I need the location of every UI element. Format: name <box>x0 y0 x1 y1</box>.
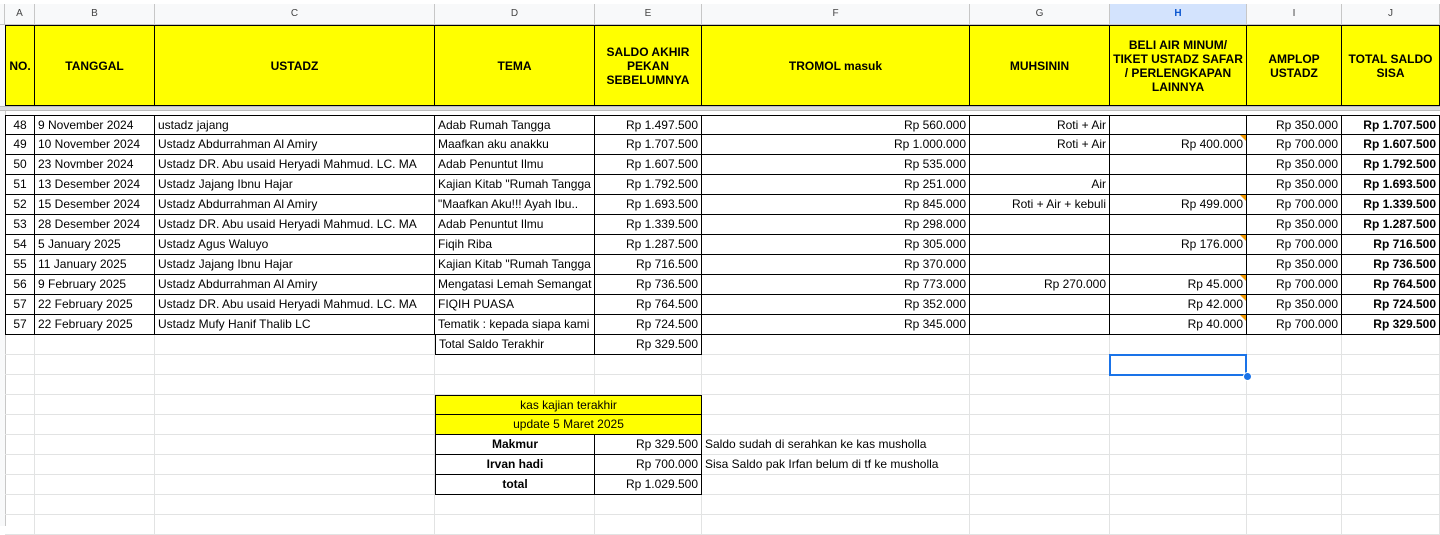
cell-saldo[interactable]: Rp 724.500 <box>595 315 702 335</box>
cell-tromol[interactable]: Rp 251.000 <box>702 175 970 195</box>
empty-cell[interactable] <box>5 335 35 355</box>
cell-muhsinin[interactable]: Rp 270.000 <box>970 275 1110 295</box>
empty-cell[interactable] <box>1110 375 1247 395</box>
kas-item-name[interactable]: Irvan hadi <box>435 455 595 475</box>
empty-cell[interactable] <box>5 395 35 415</box>
empty-cell[interactable] <box>1247 435 1342 455</box>
empty-cell[interactable] <box>435 375 595 395</box>
cell-ustadz[interactable]: Ustadz Jajang Ibnu Hajar <box>155 255 435 275</box>
cell-saldo[interactable]: Rp 1.287.500 <box>595 235 702 255</box>
cell-no[interactable]: 50 <box>5 155 35 175</box>
header-cell-saldo: SALDO AKHIR PEKAN SEBELUMNYA <box>595 25 702 106</box>
empty-cell[interactable] <box>1110 515 1247 535</box>
cell-tromol[interactable]: Rp 535.000 <box>702 155 970 175</box>
empty-cell[interactable] <box>435 515 595 535</box>
cell-amplop[interactable]: Rp 350.000 <box>1247 295 1342 315</box>
empty-cell[interactable] <box>35 415 155 435</box>
empty-cell[interactable] <box>1342 515 1440 535</box>
empty-cell[interactable] <box>1342 395 1440 415</box>
cell-tanggal[interactable]: 10 November 2024 <box>35 135 155 155</box>
empty-cell[interactable] <box>5 455 35 475</box>
cell-muhsinin[interactable]: Roti + Air + kebuli <box>970 195 1110 215</box>
empty-cell[interactable] <box>970 375 1110 395</box>
cell-muhsinin[interactable]: Roti + Air <box>970 115 1110 135</box>
empty-cell[interactable] <box>1110 415 1247 435</box>
cell-total[interactable]: Rp 1.707.500 <box>1342 115 1440 135</box>
kas-item-value[interactable]: Rp 329.500 <box>595 435 702 455</box>
cell-amplop[interactable]: Rp 700.000 <box>1247 315 1342 335</box>
empty-cell[interactable] <box>702 395 970 415</box>
cell-tromol[interactable]: Rp 1.000.000 <box>702 135 970 155</box>
cell-amplop[interactable]: Rp 700.000 <box>1247 235 1342 255</box>
cell-tanggal[interactable]: 22 February 2025 <box>35 315 155 335</box>
cell-ustadz[interactable]: Ustadz Mufy Hanif Thalib LC <box>155 315 435 335</box>
header-cell-tromol: TROMOL masuk <box>702 25 970 106</box>
cell-saldo[interactable]: Rp 1.607.500 <box>595 155 702 175</box>
empty-cell[interactable] <box>435 355 595 375</box>
cell-ustadz[interactable]: Ustadz DR. Abu usaid Heryadi Mahmud. LC. MA <box>155 215 435 235</box>
selected-cell-highlight[interactable] <box>1109 354 1247 376</box>
cell-tanggal[interactable]: 5 January 2025 <box>35 235 155 255</box>
header-cell-muhsinin: MUHSININ <box>970 25 1110 106</box>
empty-cell[interactable] <box>35 515 155 535</box>
cell-no[interactable]: 57 <box>5 295 35 315</box>
kas-item-note[interactable]: Saldo sudah di serahkan ke kas musholla <box>702 435 970 455</box>
cell-no[interactable]: 57 <box>5 315 35 335</box>
empty-cell[interactable] <box>155 435 435 455</box>
empty-cell[interactable] <box>702 375 970 395</box>
cell-total[interactable]: Rp 1.287.500 <box>1342 215 1440 235</box>
empty-cell[interactable] <box>155 415 435 435</box>
cell-tema[interactable]: "Maafkan Aku!!! Ayah Ibu.. <box>435 195 595 215</box>
cell-amplop[interactable]: Rp 350.000 <box>1247 155 1342 175</box>
cell-tanggal[interactable]: 15 Desember 2024 <box>35 195 155 215</box>
cell-amplop[interactable]: Rp 350.000 <box>1247 115 1342 135</box>
total-saldo-value[interactable]: Rp 329.500 <box>595 335 702 355</box>
kas-item-value[interactable]: Rp 1.029.500 <box>595 475 702 495</box>
kas-item-name[interactable]: total <box>435 475 595 495</box>
empty-cell[interactable] <box>1247 475 1342 495</box>
cell-tanggal[interactable]: 23 Novmber 2024 <box>35 155 155 175</box>
cell-total[interactable]: Rp 736.500 <box>1342 255 1440 275</box>
empty-cell[interactable] <box>35 355 155 375</box>
empty-cell[interactable] <box>1247 455 1342 475</box>
cell-beli[interactable]: Rp 176.000 <box>1110 235 1247 255</box>
cell-tromol[interactable]: Rp 560.000 <box>702 115 970 135</box>
cell-amplop[interactable]: Rp 700.000 <box>1247 275 1342 295</box>
empty-cell[interactable] <box>1247 415 1342 435</box>
cell-ustadz[interactable]: Ustadz DR. Abu usaid Heryadi Mahmud. LC. MA <box>155 155 435 175</box>
cell-no[interactable]: 51 <box>5 175 35 195</box>
empty-cell[interactable] <box>155 395 435 415</box>
cell-muhsinin[interactable] <box>970 155 1110 175</box>
kas-item-name[interactable]: Makmur <box>435 435 595 455</box>
empty-cell[interactable] <box>1110 395 1247 415</box>
cell-tanggal[interactable]: 28 Desember 2024 <box>35 215 155 235</box>
empty-cell[interactable] <box>970 415 1110 435</box>
cell-tema[interactable]: Kajian Kitab "Rumah Tangga <box>435 175 595 195</box>
cell-total[interactable]: Rp 716.500 <box>1342 235 1440 255</box>
header-cell-total: TOTAL SALDO SISA <box>1342 25 1440 106</box>
empty-cell[interactable] <box>5 435 35 455</box>
empty-cell[interactable] <box>5 495 35 515</box>
cell-beli[interactable] <box>1110 175 1247 195</box>
cell-beli[interactable] <box>1110 155 1247 175</box>
empty-cell[interactable] <box>35 455 155 475</box>
empty-cell[interactable] <box>595 355 702 375</box>
cell-tanggal[interactable]: 9 November 2024 <box>35 115 155 135</box>
cell-tromol[interactable]: Rp 345.000 <box>702 315 970 335</box>
cell-saldo[interactable]: Rp 764.500 <box>595 295 702 315</box>
header-cell-amplop: AMPLOP USTADZ <box>1247 25 1342 106</box>
cell-tromol[interactable]: Rp 305.000 <box>702 235 970 255</box>
empty-cell[interactable] <box>155 515 435 535</box>
empty-cell[interactable] <box>1110 475 1247 495</box>
column-header-e[interactable]: E <box>595 4 702 25</box>
empty-cell[interactable] <box>1110 335 1247 355</box>
cell-total[interactable]: Rp 1.792.500 <box>1342 155 1440 175</box>
cell-amplop[interactable]: Rp 350.000 <box>1247 255 1342 275</box>
empty-cell[interactable] <box>1247 375 1342 395</box>
column-header-g[interactable]: G <box>970 4 1110 25</box>
column-header-f[interactable]: F <box>702 4 970 25</box>
empty-cell[interactable] <box>1342 355 1440 375</box>
cell-muhsinin[interactable] <box>970 295 1110 315</box>
total-saldo-label[interactable]: Total Saldo Terakhir <box>435 335 595 355</box>
empty-cell[interactable] <box>970 395 1110 415</box>
empty-cell[interactable] <box>1110 455 1247 475</box>
cell-tromol[interactable]: Rp 352.000 <box>702 295 970 315</box>
cell-beli[interactable]: Rp 40.000 <box>1110 315 1247 335</box>
cell-tromol[interactable]: Rp 370.000 <box>702 255 970 275</box>
empty-cell[interactable] <box>35 395 155 415</box>
empty-cell[interactable] <box>435 495 595 515</box>
cell-beli[interactable] <box>1110 215 1247 235</box>
cell-tema[interactable]: Kajian Kitab "Rumah Tangga <box>435 255 595 275</box>
empty-cell[interactable] <box>702 495 970 515</box>
cell-total[interactable]: Rp 1.607.500 <box>1342 135 1440 155</box>
cell-tema[interactable]: Adab Penuntut Ilmu <box>435 215 595 235</box>
column-header-a[interactable]: A <box>5 4 35 25</box>
cell-amplop[interactable]: Rp 350.000 <box>1247 215 1342 235</box>
kas-item-value[interactable]: Rp 700.000 <box>595 455 702 475</box>
cell-tema[interactable]: Fiqih Riba <box>435 235 595 255</box>
cell-muhsinin[interactable] <box>970 215 1110 235</box>
empty-cell[interactable] <box>155 475 435 495</box>
empty-cell[interactable] <box>155 355 435 375</box>
cell-no[interactable]: 49 <box>5 135 35 155</box>
empty-cell[interactable] <box>5 375 35 395</box>
cell-tanggal[interactable]: 11 January 2025 <box>35 255 155 275</box>
header-cell-no: NO. <box>5 25 35 106</box>
empty-cell[interactable] <box>155 375 435 395</box>
cell-tromol[interactable]: Rp 845.000 <box>702 195 970 215</box>
empty-cell[interactable] <box>35 475 155 495</box>
empty-cell[interactable] <box>970 475 1110 495</box>
empty-cell[interactable] <box>35 495 155 515</box>
cell-muhsinin[interactable]: Air <box>970 175 1110 195</box>
header-cell-beli: BELI AIR MINUM/ TIKET USTADZ SAFAR / PERLENGKAPAN LAINNYA <box>1110 25 1247 106</box>
cell-beli[interactable]: Rp 45.000 <box>1110 275 1247 295</box>
cell-no[interactable]: 54 <box>5 235 35 255</box>
cell-beli[interactable]: Rp 42.000 <box>1110 295 1247 315</box>
cell-saldo[interactable]: Rp 716.500 <box>595 255 702 275</box>
empty-cell[interactable] <box>35 335 155 355</box>
column-header-j[interactable]: J <box>1342 4 1440 25</box>
cell-tema[interactable]: Adab Penuntut Ilmu <box>435 155 595 175</box>
cell-amplop[interactable]: Rp 350.000 <box>1247 175 1342 195</box>
cell-ustadz[interactable]: ustadz jajang <box>155 115 435 135</box>
empty-cell[interactable] <box>702 415 970 435</box>
kas-title[interactable]: kas kajian terakhir <box>435 395 702 415</box>
empty-cell[interactable] <box>970 455 1110 475</box>
empty-cell[interactable] <box>1342 475 1440 495</box>
empty-cell[interactable] <box>1247 355 1342 375</box>
cell-ustadz[interactable]: Ustadz Abdurrahman Al Amiry <box>155 195 435 215</box>
cell-ustadz[interactable]: Ustadz Abdurrahman Al Amiry <box>155 135 435 155</box>
cell-saldo[interactable]: Rp 1.693.500 <box>595 195 702 215</box>
cell-tanggal[interactable]: 13 Desember 2024 <box>35 175 155 195</box>
kas-item-note[interactable]: Sisa Saldo pak Irfan belum di tf ke musholla <box>702 455 970 475</box>
empty-cell[interactable] <box>5 515 35 535</box>
cell-tema[interactable]: Adab Rumah Tangga <box>435 115 595 135</box>
header-cell-tema: TEMA <box>435 25 595 106</box>
cell-saldo[interactable]: Rp 1.707.500 <box>595 135 702 155</box>
header-cell-tanggal: TANGGAL <box>35 25 155 106</box>
cell-no[interactable]: 55 <box>5 255 35 275</box>
cell-muhsinin[interactable] <box>970 315 1110 335</box>
cell-tromol[interactable]: Rp 298.000 <box>702 215 970 235</box>
cell-saldo[interactable]: Rp 1.497.500 <box>595 115 702 135</box>
empty-cell[interactable] <box>35 375 155 395</box>
header-cell-ustadz: USTADZ <box>155 25 435 106</box>
empty-cell[interactable] <box>5 475 35 495</box>
empty-cell[interactable] <box>1342 435 1440 455</box>
cell-total[interactable]: Rp 764.500 <box>1342 275 1440 295</box>
cell-tanggal[interactable]: 22 February 2025 <box>35 295 155 315</box>
empty-cell[interactable] <box>702 515 970 535</box>
kas-update[interactable]: update 5 Maret 2025 <box>435 415 702 435</box>
empty-cell[interactable] <box>1342 415 1440 435</box>
empty-cell[interactable] <box>1110 495 1247 515</box>
cell-saldo[interactable]: Rp 736.500 <box>595 275 702 295</box>
cell-saldo[interactable]: Rp 1.339.500 <box>595 215 702 235</box>
cell-no[interactable]: 53 <box>5 215 35 235</box>
cell-total[interactable]: Rp 1.693.500 <box>1342 175 1440 195</box>
empty-cell[interactable] <box>970 355 1110 375</box>
empty-cell[interactable] <box>1247 515 1342 535</box>
empty-cell[interactable] <box>155 495 435 515</box>
empty-cell[interactable] <box>595 495 702 515</box>
fill-handle[interactable] <box>1243 372 1252 381</box>
empty-cell[interactable] <box>5 355 35 375</box>
kas-item-note[interactable] <box>702 475 970 495</box>
cell-tanggal[interactable]: 9 February 2025 <box>35 275 155 295</box>
cell-beli[interactable] <box>1110 115 1247 135</box>
cell-tema[interactable]: Maafkan aku anakku <box>435 135 595 155</box>
empty-cell[interactable] <box>1247 335 1342 355</box>
empty-cell[interactable] <box>970 515 1110 535</box>
cell-beli[interactable]: Rp 499.000 <box>1110 195 1247 215</box>
empty-cell[interactable] <box>1342 495 1440 515</box>
empty-cell[interactable] <box>155 455 435 475</box>
empty-cell[interactable] <box>1342 455 1440 475</box>
empty-cell[interactable] <box>155 335 435 355</box>
empty-cell[interactable] <box>5 415 35 435</box>
freeze-divider[interactable] <box>0 106 1440 111</box>
cell-muhsinin[interactable] <box>970 235 1110 255</box>
empty-cell[interactable] <box>1247 395 1342 415</box>
empty-cell[interactable] <box>595 375 702 395</box>
cell-ustadz[interactable]: Ustadz Abdurrahman Al Amiry <box>155 275 435 295</box>
column-header-h[interactable]: H <box>1110 4 1247 25</box>
cell-amplop[interactable]: Rp 700.000 <box>1247 195 1342 215</box>
cell-ustadz[interactable]: Ustadz DR. Abu usaid Heryadi Mahmud. LC. MA <box>155 295 435 315</box>
cell-tema[interactable]: Mengatasi Lemah Semangat <box>435 275 595 295</box>
empty-cell[interactable] <box>35 435 155 455</box>
empty-cell[interactable] <box>970 435 1110 455</box>
cell-amplop[interactable]: Rp 700.000 <box>1247 135 1342 155</box>
column-header-b[interactable]: B <box>35 4 155 25</box>
cell-no[interactable]: 56 <box>5 275 35 295</box>
cell-tema[interactable]: FIQIH PUASA <box>435 295 595 315</box>
cell-muhsinin[interactable] <box>970 255 1110 275</box>
empty-cell[interactable] <box>1342 335 1440 355</box>
cell-total[interactable]: Rp 724.500 <box>1342 295 1440 315</box>
empty-cell[interactable] <box>702 335 970 355</box>
cell-total[interactable]: Rp 329.500 <box>1342 315 1440 335</box>
cell-no[interactable]: 52 <box>5 195 35 215</box>
empty-cell[interactable] <box>595 515 702 535</box>
empty-cell[interactable] <box>1342 375 1440 395</box>
cell-ustadz[interactable]: Ustadz Jajang Ibnu Hajar <box>155 175 435 195</box>
cell-beli[interactable] <box>1110 255 1247 275</box>
empty-cell[interactable] <box>1110 435 1247 455</box>
cell-total[interactable]: Rp 1.339.500 <box>1342 195 1440 215</box>
cell-tema[interactable]: Tematik : kepada siapa kami <box>435 315 595 335</box>
column-header-d[interactable]: D <box>435 4 595 25</box>
cell-ustadz[interactable]: Ustadz Agus Waluyo <box>155 235 435 255</box>
cell-saldo[interactable]: Rp 1.792.500 <box>595 175 702 195</box>
column-header-c[interactable]: C <box>155 4 435 25</box>
empty-cell[interactable] <box>1247 495 1342 515</box>
column-header-i[interactable]: I <box>1247 4 1342 25</box>
cell-muhsinin[interactable]: Roti + Air <box>970 135 1110 155</box>
empty-cell[interactable] <box>970 335 1110 355</box>
cell-tromol[interactable]: Rp 773.000 <box>702 275 970 295</box>
cell-beli[interactable]: Rp 400.000 <box>1110 135 1247 155</box>
cell-no[interactable]: 48 <box>5 115 35 135</box>
empty-cell[interactable] <box>702 355 970 375</box>
empty-cell[interactable] <box>970 495 1110 515</box>
